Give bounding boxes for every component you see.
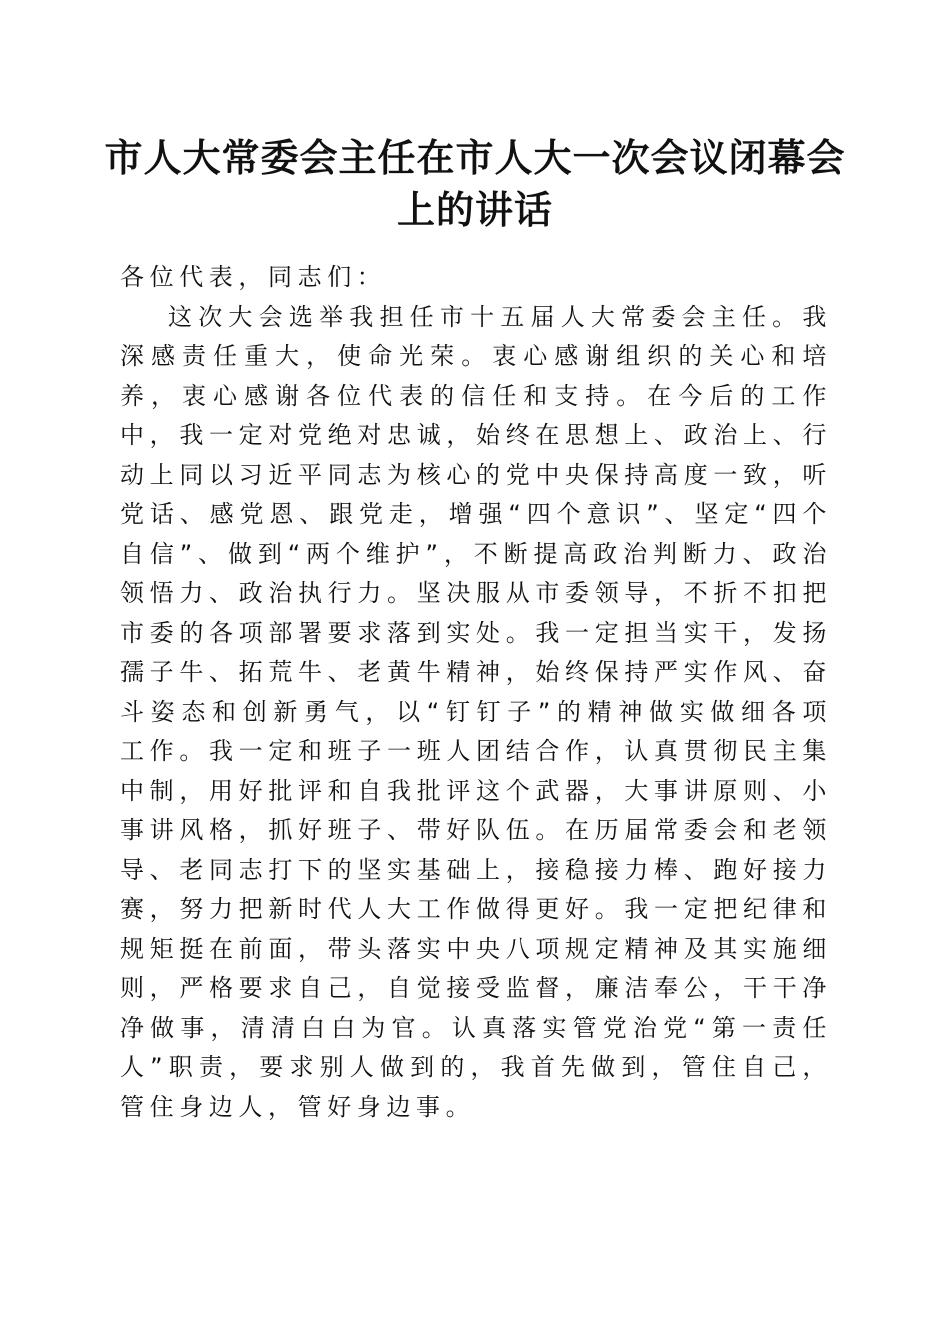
document-title: 市人大常委会主任在市人大一次会议闭幕会上的讲话 — [104, 135, 846, 232]
document-body — [120, 258, 832, 1127]
body-paragraph: 这次大会选举我担任市十五届人大常委会主任。我深感责任重大，使命光荣。衷心感谢组织的关心和培养，衷心感谢各位代表的信任和支持。在今后的工作中，我一定对党绝对忠诚，始终在思想上、政治上、行动上同以习近平同志为核心的党中央保持高度一致，听党话、感党恩、跟党走，增强“四个意识”、坚定“四个自信”、做到“两个维护”，不断提高政治判断力、政治领悟力、政治执行力。坚决服从市委领导，不折不扣把市委的各项部署要求落到实处。我一定担当实干，发扬孺子牛、拓荒牛、老黄牛精神，始终保持严实作风、奋斗姿态和创新勇气，以“钉钉子”的精神做实做细各项工作。我一定和班子一班人团结合作，认真贯彻民主集中制，用好批评和自我批评这个武器，大事讲原则、小事讲风格，抓好班子、带好队伍。在历届常委会和老领导、老同志打下的坚实基础上，接稳接力棒、跑好接力赛，努力把新时代人大工作做得更好。我一定把纪律和规矩挺在前面，带头落实中央八项规定精神及其实施细则，严格要求自己，自觉接受监督，廉洁奉公，干干净净做事，清清白白为官。认真落实管党治党“第一责任人”职责，要求别人做到的，我首先做到，管住自己，管住身边人，管好身边事。 — [120, 302, 832, 1121]
salutation: 各位代表，同志们： — [120, 263, 387, 291]
